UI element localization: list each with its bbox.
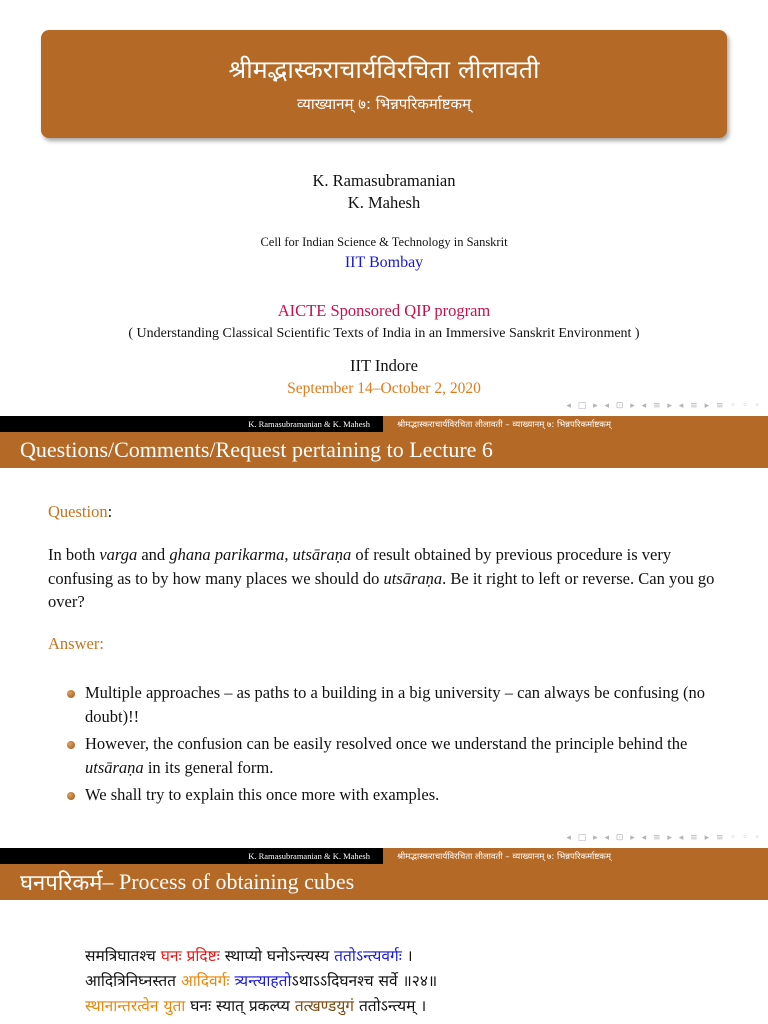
verse-line (85, 969, 745, 994)
verse-text: घनः स्यात् प्रकल्प्य (185, 997, 295, 1015)
footer-title: श्रीमद्भास्कराचार्यविरचिता लीलावती – व्याख्यानम् ७: भिन्नपरिकर्माष्टकम् (383, 416, 768, 432)
question-heading (48, 500, 738, 524)
frame-title (0, 864, 768, 900)
verse-highlight: तत्खण्डयुगं (294, 997, 355, 1015)
program-title: AICTE Sponsored QIP program (277, 301, 491, 320)
term-utsarana: utsāraṇa (383, 568, 443, 588)
author-1: K. Ramasubramanian (312, 171, 456, 190)
verse-text: ऽथाऽऽदिघनश्च सर्वे ॥२४॥ (291, 972, 438, 990)
list-item (48, 732, 728, 779)
beamer-nav-icons[interactable]: ◂ □ ▸ ◂ ⊡ ▸ ◂ ≡ ▸ ◂ ≡ ▸ ≡ ◦ ◦ ◦ (566, 401, 762, 411)
term-utsarana: utsāraṇa (292, 545, 352, 564)
dates: September 14–October 2, 2020 (287, 380, 481, 397)
verse-highlight: स्थानान्तरत्वेन युता (85, 997, 186, 1015)
frame-title-sanskrit: घनपरिकर्म (20, 871, 103, 896)
answer-text: However, the confusion can be easily resolved once we understand the principle behind the (85, 734, 688, 753)
verse-highlight: आदिवर्गः (180, 972, 230, 990)
verse-line (85, 944, 745, 969)
frame-title-english: – Process of obtaining cubes (102, 869, 355, 894)
verse-highlight: ततोऽन्त्यवर्गः (334, 947, 402, 965)
slide-subtitle: व्याख्यानम् ७: भिन्नपरिकर्माष्टकम् (297, 95, 471, 113)
frame-title: Questions/Comments/Request pertaining to Lecture 6 (0, 432, 768, 468)
footer-authors: K. Ramasubramanian & K. Mahesh (0, 848, 383, 864)
slide-title: श्रीमद्भास्कराचार्यविरचिता लीलावती (228, 55, 540, 84)
term-varga: varga (99, 545, 138, 564)
question-part: In both (48, 545, 100, 564)
question-part: and (137, 545, 170, 564)
verse-text: आदित्रिनिघ्नस्तत (85, 972, 181, 990)
venue: IIT Indore (350, 356, 418, 375)
answer-text: We shall try to explain this once more with examples. (85, 785, 440, 804)
footer-authors: K. Ramasubramanian & K. Mahesh (0, 416, 383, 432)
question-part: . Be it right to left or reverse. Can you go over? (48, 568, 715, 611)
question-label: Question (48, 502, 108, 521)
verse-highlight: घनः प्रदिष्टः (160, 947, 220, 965)
question-text (48, 543, 738, 614)
question-part: of result obtained by previous procedure is very confusing as to by how many places we should do (48, 545, 672, 588)
verse-block (85, 944, 745, 1019)
institution-link[interactable]: IIT Bombay (344, 254, 424, 271)
authors (0, 170, 768, 214)
institution-cell: Cell for Indian Science & Technology in Sanskrit (260, 235, 508, 249)
term-ghana: ghana parikarma (169, 545, 285, 564)
verse-text: ततोऽन्त्यम् । (354, 997, 427, 1015)
question-colon: : (107, 502, 113, 521)
verse-highlight: त्र्यन्त्याहतो (234, 972, 292, 990)
footer-bar (0, 416, 768, 432)
term-utsarana: utsāraṇa (85, 757, 144, 777)
footer-bar (0, 848, 768, 864)
answer-label: Answer: (48, 634, 104, 653)
verse-text: । (401, 947, 413, 965)
beamer-nav-icons[interactable]: ◂ □ ▸ ◂ ⊡ ▸ ◂ ≡ ▸ ◂ ≡ ▸ ≡ ◦ ◦ ◦ (566, 833, 762, 843)
verse-text: समत्रिघातश्च (85, 947, 161, 965)
bullet-icon (67, 690, 75, 698)
bullet-icon (67, 741, 75, 749)
answer-list (48, 681, 728, 811)
verse-text: स्थाप्यो घनोऽन्त्यस्य (219, 947, 335, 965)
footer-title: श्रीमद्भास्कराचार्यविरचिता लीलावती – व्याख्यानम् ७: भिन्नपरिकर्माष्टकम् (383, 848, 768, 864)
question-part: , (284, 545, 293, 564)
answer-text: in its general form. (143, 757, 274, 777)
title-block (41, 30, 727, 138)
list-item (48, 783, 728, 807)
program-subtitle: ( Understanding Classical Scientific Texts of India in an Immersive Sanskrit Environment ) (128, 326, 640, 341)
answer-text: Multiple approaches – as paths to a building in a big university – can always be confusing (no doubt)!! (85, 683, 705, 726)
verse-line (85, 994, 745, 1019)
list-item (48, 681, 728, 728)
bullet-icon (67, 792, 75, 800)
author-2: K. Mahesh (347, 193, 421, 212)
